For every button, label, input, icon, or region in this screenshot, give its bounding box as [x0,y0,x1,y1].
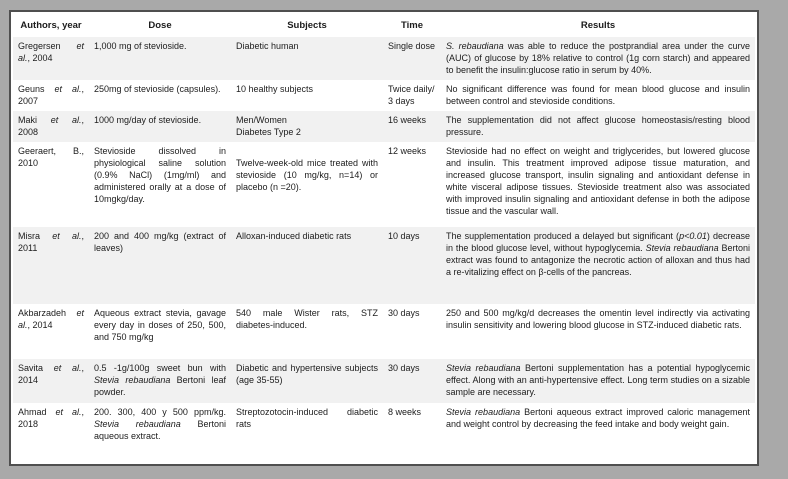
cell-dose [89,227,231,304]
column-header-subjects: Subjects [231,12,383,37]
table-row [13,304,755,359]
cell-paragraph: Twice daily/ [388,84,435,94]
cell-paragraph: 1000 mg/day of stevioside. [94,115,202,125]
table-body [13,37,755,446]
cell-paragraph: Savita et al., 2014 [18,363,85,385]
document-page [9,10,759,466]
cell-paragraph: Stevia rebaudiana Bertoni aqueous extract improved caloric management and weight control by decreasing the feed intake and body weight gain. [446,407,750,429]
cell-paragraph: 250 and 500 mg/kg/d decreases the omentin level indirectly via activating insulin sensitivity and lowering blood glucose in STZ-induced diabetic rats. [446,308,750,330]
cell-authors [13,37,89,80]
cell-time [383,304,441,359]
cell-results [441,304,755,359]
cell-paragraph: S. rebaudiana was able to reduce the postprandial area under the curve (AUC) of glucose by 18% relative to control (1g corn starch) and appeared to benefit the insulin:glucose ratio in serum by 40%. [446,41,750,75]
cell-subjects [231,359,383,403]
header-row [13,12,755,37]
cell-subjects [231,142,383,227]
cell-paragraph: Single dose [388,41,436,51]
cell-authors [13,227,89,304]
studies-table [13,12,755,446]
cell-paragraph: 12 weeks [388,146,427,156]
cell-paragraph: Ahmad et al., 2018 [18,407,84,429]
cell-paragraph: 30 days [388,308,420,318]
cell-paragraph: 250mg of stevioside (capsules). [94,84,221,94]
cell-paragraph: Stevioside had no effect on weight and triglycerides, but lowered glucose and insulin. This treatment improved adipose tissue maturation, and increased glucose transport, insulin signaling and antioxidant defense in white visceral adipose tissues. Stevioside treatment also was associated with improved insulin signaling and antioxidant defense in both the adipose tissue and the vascular wall. [446,146,750,216]
cell-paragraph: No significant difference was found for mean blood glucose and insulin between control and stevioside conditions. [446,84,750,106]
cell-authors [13,142,89,227]
cell-dose [89,359,231,403]
cell-results [441,403,755,446]
cell-paragraph: 16 weeks [388,115,427,125]
cell-authors [13,304,89,359]
cell-results [441,80,755,111]
cell-time [383,111,441,142]
cell-subjects [231,304,383,359]
table-row [13,142,755,227]
cell-paragraph: 10 healthy subjects [236,84,314,94]
table-row [13,359,755,403]
cell-dose [89,80,231,111]
cell-results [441,111,755,142]
cell-subjects [231,111,383,142]
cell-paragraph: 1,000 mg of stevioside. [94,41,187,51]
cell-authors [13,403,89,446]
cell-paragraph: Diabetic and hypertensive subjects (age 35-55) [236,363,378,385]
cell-paragraph: Diabetic human [236,41,299,51]
cell-time [383,359,441,403]
cell-paragraph: 30 days [388,363,420,373]
cell-dose [89,403,231,446]
cell-paragraph: Stevioside dissolved in physiological saline solution (0.9% NaCl) (1mg/ml) and administered orally at a dose of 10mgkg/day. [94,146,226,204]
cell-paragraph: 0.5 -1g/100g sweet bun with Stevia rebaudiana Bertoni leaf powder. [94,363,226,397]
cell-results [441,142,755,227]
cell-results [441,227,755,304]
cell-subjects [231,403,383,446]
cell-paragraph: Aqueous extract stevia, gavage every day in doses of 250, 500, and 750 mg/kg [94,308,226,342]
cell-results [441,37,755,80]
cell-paragraph: Gregersen et al., 2004 [18,41,84,63]
column-header-time: Time [383,12,441,37]
cell-paragraph: 200 and 400 mg/kg (extract of leaves) [94,231,226,253]
cell-time [383,227,441,304]
column-header-dose: Dose [89,12,231,37]
cell-paragraph: Akbarzadeh et al., 2014 [18,308,84,330]
cell-time [383,142,441,227]
cell-authors [13,80,89,111]
cell-paragraph: Men/Women [236,115,287,125]
table-header [13,12,755,37]
cell-subjects [231,37,383,80]
column-header-authors: Authors, year [13,12,89,37]
cell-dose [89,111,231,142]
cell-results [441,359,755,403]
cell-dose [89,37,231,80]
cell-paragraph: 3 days [388,96,415,106]
cell-paragraph: Alloxan-induced diabetic rats [236,231,352,241]
cell-authors [13,111,89,142]
cell-paragraph: Streptozotocin-induced diabetic rats [236,407,378,429]
cell-paragraph: 200. 300, 400 y 500 ppm/kg. Stevia rebaudiana Bertoni aqueous extract. [94,407,226,441]
table-row [13,111,755,142]
cell-paragraph: 10 days [388,231,420,241]
cell-subjects [231,227,383,304]
cell-paragraph: Geeraert, B., 2010 [18,146,84,168]
table-row [13,227,755,304]
cell-paragraph: Diabetes Type 2 [236,127,301,137]
table-row [13,403,755,446]
column-header-results: Results [441,12,755,37]
cell-time [383,403,441,446]
cell-paragraph: Geuns et al., 2007 [18,84,84,106]
cell-paragraph: Stevia rebaudiana Bertoni supplementation has a potential hypoglycemic effect. Along with an anti-hypertensive effect. Long term studies on a sizable sample are necessary. [446,363,750,397]
table-row [13,80,755,111]
cell-paragraph: The supplementation did not affect glucose homeostasis/resting blood pressure. [446,115,750,137]
cell-paragraph: 540 male Wister rats, STZ diabetes-induced. [236,308,378,330]
table-row [13,37,755,80]
cell-paragraph: Misra et al., 2011 [18,231,84,253]
cell-time [383,80,441,111]
cell-authors [13,359,89,403]
cell-time [383,37,441,80]
cell-dose [89,304,231,359]
cell-paragraph [236,145,378,157]
cell-dose [89,142,231,227]
cell-paragraph: 8 weeks [388,407,422,417]
cell-paragraph: The supplementation produced a delayed but significant (p<0.01) decrease in the blood glucose level, without hypoglycemia. Stevia rebaudiana Bertoni extract was found to antagonize the necrotic action of alloxan and thus had a re-vitalizing effect on β-cells of the pancreas. [446,231,750,277]
cell-paragraph: Maki et al., 2008 [18,115,84,137]
cell-subjects [231,80,383,111]
cell-paragraph: Twelve-week-old mice treated with stevioside (10 mg/kg, n=14) or placebo (n =20). [236,158,378,192]
